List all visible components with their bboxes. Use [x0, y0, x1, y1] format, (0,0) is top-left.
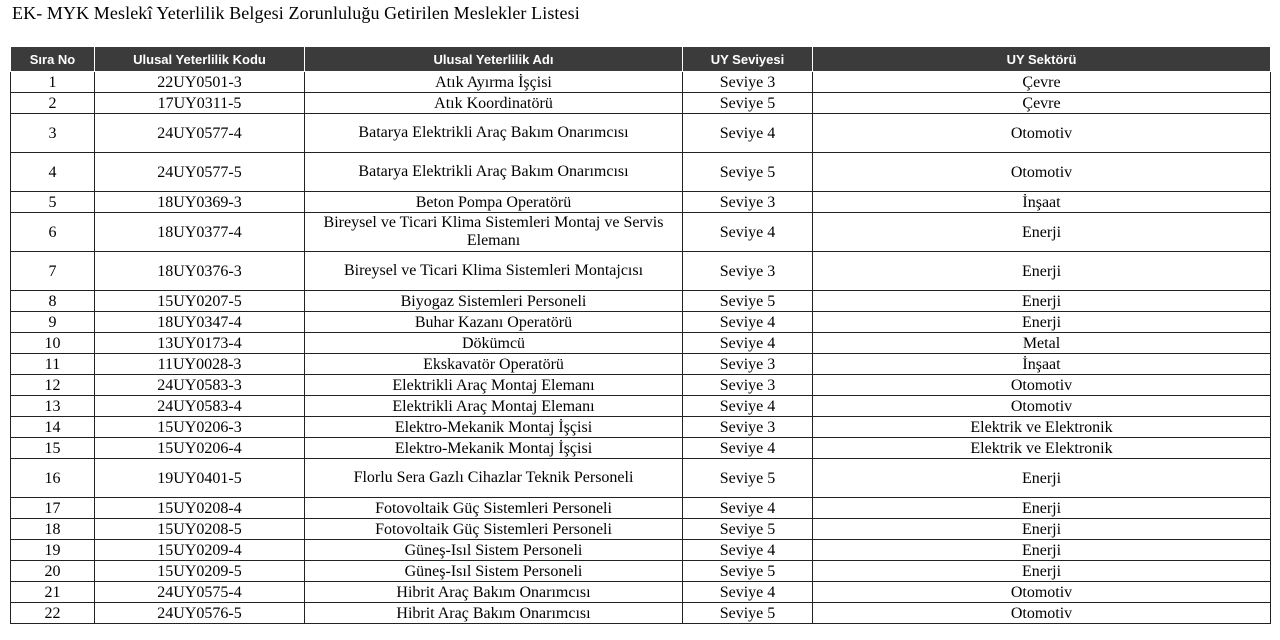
qualification-name: Biyogaz Sistemleri Personeli [305, 291, 683, 312]
qualification-level: Seviye 5 [683, 153, 813, 192]
qualification-level: Seviye 5 [683, 459, 813, 498]
qualification-name: Bireysel ve Ticari Klima Sistemleri Montaj ve Servis Elemanı [305, 213, 683, 252]
table-row [11, 603, 1271, 624]
table-row [11, 192, 1271, 213]
qualification-sector: Elektrik ve Elektronik [813, 417, 1271, 438]
qualification-name: Beton Pompa Operatörü [305, 192, 683, 213]
qualification-sector: Otomotiv [813, 375, 1271, 396]
qualification-code: 15UY0207-5 [95, 291, 305, 312]
qualification-level: Seviye 3 [683, 375, 813, 396]
qualification-level: Seviye 4 [683, 540, 813, 561]
qualification-name: Elektro-Mekanik Montaj İşçisi [305, 438, 683, 459]
row-number: 2 [11, 93, 95, 114]
row-number: 22 [11, 603, 95, 624]
qualification-code: 19UY0401-5 [95, 459, 305, 498]
table-row [11, 540, 1271, 561]
qualification-name: Bireysel ve Ticari Klima Sistemleri Montajcısı [305, 252, 683, 291]
table-row [11, 333, 1271, 354]
qualification-level: Seviye 4 [683, 312, 813, 333]
row-number: 3 [11, 114, 95, 153]
row-number: 14 [11, 417, 95, 438]
table-row [11, 582, 1271, 603]
row-number: 5 [11, 192, 95, 213]
qualification-code: 15UY0208-5 [95, 519, 305, 540]
row-number: 9 [11, 312, 95, 333]
row-number: 17 [11, 498, 95, 519]
qualification-code: 18UY0347-4 [95, 312, 305, 333]
row-number: 1 [11, 72, 95, 93]
table-row [11, 291, 1271, 312]
header-sector: UY Sektörü [813, 47, 1271, 72]
qualification-level: Seviye 3 [683, 417, 813, 438]
qualification-level: Seviye 3 [683, 192, 813, 213]
table-row [11, 114, 1271, 153]
qualification-name: Fotovoltaik Güç Sistemleri Personeli [305, 498, 683, 519]
table-row [11, 213, 1271, 252]
table-row [11, 459, 1271, 498]
qualification-name: Atık Koordinatörü [305, 93, 683, 114]
qualification-sector: Enerji [813, 519, 1271, 540]
qualification-code: 15UY0209-4 [95, 540, 305, 561]
qualification-name: Batarya Elektrikli Araç Bakım Onarımcısı [305, 153, 683, 192]
qualification-name: Atık Ayırma İşçisi [305, 72, 683, 93]
qualification-level: Seviye 5 [683, 291, 813, 312]
document-title: EK- MYK Meslekî Yeterlilik Belgesi Zorunluluğu Getirilen Meslekler Listesi [12, 3, 580, 23]
qualification-code: 15UY0208-4 [95, 498, 305, 519]
qualification-name: Güneş-Isıl Sistem Personeli [305, 561, 683, 582]
table-row [11, 561, 1271, 582]
qualification-level: Seviye 5 [683, 561, 813, 582]
qualification-sector: Metal [813, 333, 1271, 354]
row-number: 7 [11, 252, 95, 291]
qualification-sector: Enerji [813, 540, 1271, 561]
qualification-name: Buhar Kazanı Operatörü [305, 312, 683, 333]
row-number: 20 [11, 561, 95, 582]
table-row [11, 417, 1271, 438]
header-level: UY Seviyesi [683, 47, 813, 72]
qualification-code: 24UY0583-3 [95, 375, 305, 396]
qualification-sector: Otomotiv [813, 153, 1271, 192]
table-row [11, 498, 1271, 519]
header-code: Ulusal Yeterlilik Kodu [95, 47, 305, 72]
qualification-level: Seviye 4 [683, 114, 813, 153]
table-row [11, 354, 1271, 375]
qualification-code: 22UY0501-3 [95, 72, 305, 93]
table-row [11, 519, 1271, 540]
qualification-code: 18UY0376-3 [95, 252, 305, 291]
header-sira-no: Sıra No [11, 47, 95, 72]
qualification-code: 24UY0583-4 [95, 396, 305, 417]
qualification-sector: Enerji [813, 291, 1271, 312]
row-number: 10 [11, 333, 95, 354]
qualification-level: Seviye 4 [683, 396, 813, 417]
qualification-name: Elektro-Mekanik Montaj İşçisi [305, 417, 683, 438]
qualification-level: Seviye 5 [683, 519, 813, 540]
qualification-sector: Enerji [813, 312, 1271, 333]
qualification-code: 13UY0173-4 [95, 333, 305, 354]
qualification-level: Seviye 4 [683, 498, 813, 519]
qualification-level: Seviye 4 [683, 333, 813, 354]
qualification-level: Seviye 5 [683, 93, 813, 114]
qualification-sector: Enerji [813, 252, 1271, 291]
table-row [11, 312, 1271, 333]
table-header-row [11, 47, 1271, 72]
table-row [11, 438, 1271, 459]
qualification-name: Hibrit Araç Bakım Onarımcısı [305, 582, 683, 603]
qualification-code: 24UY0576-5 [95, 603, 305, 624]
qualification-name: Elektrikli Araç Montaj Elemanı [305, 375, 683, 396]
row-number: 12 [11, 375, 95, 396]
table-row [11, 93, 1271, 114]
table-row [11, 396, 1271, 417]
qualification-level: Seviye 3 [683, 72, 813, 93]
table-row [11, 252, 1271, 291]
qualification-sector: Otomotiv [813, 396, 1271, 417]
table-row [11, 72, 1271, 93]
qualification-name: Florlu Sera Gazlı Cihazlar Teknik Personeli [305, 459, 683, 498]
qualification-sector: Enerji [813, 213, 1271, 252]
qualification-code: 24UY0575-4 [95, 582, 305, 603]
qualification-code: 11UY0028-3 [95, 354, 305, 375]
qualification-sector: Enerji [813, 498, 1271, 519]
qualification-code: 24UY0577-5 [95, 153, 305, 192]
row-number: 19 [11, 540, 95, 561]
row-number: 13 [11, 396, 95, 417]
qualification-code: 18UY0377-4 [95, 213, 305, 252]
qualification-sector: İnşaat [813, 192, 1271, 213]
qualification-sector: Otomotiv [813, 603, 1271, 624]
qualification-level: Seviye 5 [683, 603, 813, 624]
qualification-sector: Enerji [813, 561, 1271, 582]
qualification-level: Seviye 4 [683, 213, 813, 252]
qualification-code: 18UY0369-3 [95, 192, 305, 213]
qualification-sector: Çevre [813, 72, 1271, 93]
qualification-code: 15UY0209-5 [95, 561, 305, 582]
qualification-name: Güneş-Isıl Sistem Personeli [305, 540, 683, 561]
qualification-name: Fotovoltaik Güç Sistemleri Personeli [305, 519, 683, 540]
row-number: 16 [11, 459, 95, 498]
row-number: 18 [11, 519, 95, 540]
qualification-level: Seviye 3 [683, 354, 813, 375]
qualification-code: 15UY0206-4 [95, 438, 305, 459]
qualification-name: Batarya Elektrikli Araç Bakım Onarımcısı [305, 114, 683, 153]
row-number: 21 [11, 582, 95, 603]
qualification-sector: Elektrik ve Elektronik [813, 438, 1271, 459]
qualification-code: 17UY0311-5 [95, 93, 305, 114]
qualification-level: Seviye 4 [683, 438, 813, 459]
qualification-name: Elektrikli Araç Montaj Elemanı [305, 396, 683, 417]
qualification-level: Seviye 4 [683, 582, 813, 603]
qualification-sector: Otomotiv [813, 114, 1271, 153]
qualification-name: Dökümcü [305, 333, 683, 354]
table-row [11, 375, 1271, 396]
row-number: 6 [11, 213, 95, 252]
row-number: 11 [11, 354, 95, 375]
header-name: Ulusal Yeterlilik Adı [305, 47, 683, 72]
qualification-sector: Çevre [813, 93, 1271, 114]
row-number: 15 [11, 438, 95, 459]
qualification-code: 15UY0206-3 [95, 417, 305, 438]
qualification-sector: Otomotiv [813, 582, 1271, 603]
table-row [11, 153, 1271, 192]
row-number: 8 [11, 291, 95, 312]
qualification-sector: Enerji [813, 459, 1271, 498]
qualification-name: Hibrit Araç Bakım Onarımcısı [305, 603, 683, 624]
qualification-level: Seviye 3 [683, 252, 813, 291]
qualification-code: 24UY0577-4 [95, 114, 305, 153]
qualification-sector: İnşaat [813, 354, 1271, 375]
row-number: 4 [11, 153, 95, 192]
occupations-table [10, 46, 1271, 624]
qualification-name: Ekskavatör Operatörü [305, 354, 683, 375]
